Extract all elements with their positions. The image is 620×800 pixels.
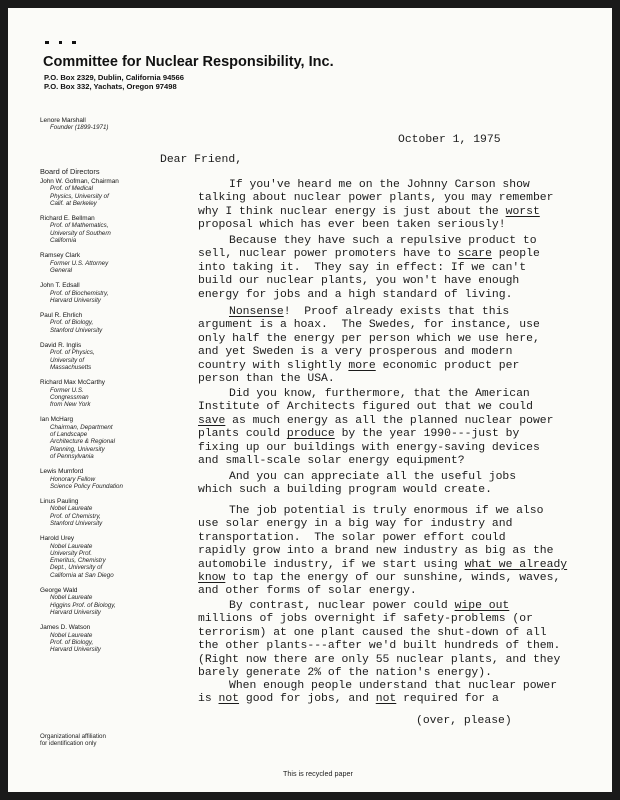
board-member-role: Nobel Laureate xyxy=(50,542,93,550)
board-member-name: Linus Pauling xyxy=(40,498,79,506)
paragraph-2: Because they have such a repulsive product to sell, nuclear power promoters have to scare people into taking it. They say in effect: If we can't build our nuclear plants, you won't have enough energy for jobs and a high standard of living. xyxy=(198,235,540,301)
board-member xyxy=(40,342,123,371)
board-member-role: Former U.S. xyxy=(50,386,84,394)
paragraph-1: If you've heard me on the Johnny Carson show talking about nuclear power plants, you may remember why I think nuclear energy is just about the worst proposal which has ever been taken seriously! xyxy=(198,179,554,232)
board-member-role: Nobel Laureate xyxy=(50,594,93,602)
board-member-name: Harold Urey xyxy=(40,535,75,543)
paragraph-6: The job potential is truly enormous if we also use solar energy in a big way for industry and transportation. The solar power effort could rapidly grow into a brand new industry as big as the automobile industry, if we start using what we already know to tap the energy of our sunshine, winds, waves, and other forms of solar energy. xyxy=(198,505,568,598)
board-member-role: Harvard University xyxy=(50,608,101,616)
org-address-2: P.O. Box 332, Yachats, Oregon 97498 xyxy=(44,82,177,91)
board-member xyxy=(40,215,123,244)
board-member-role: General xyxy=(50,266,73,274)
board-member-role: Emeritus, Chemistry xyxy=(50,557,106,565)
board-member xyxy=(40,416,123,460)
board-member xyxy=(40,468,123,490)
board-member-role: University of Southern xyxy=(50,229,111,237)
over-please: (over, please) xyxy=(416,715,512,727)
board-member-role: Architecture & Regional xyxy=(50,438,116,446)
board-member-role: Prof. of Biology, xyxy=(50,638,94,646)
board-member-role: of Landscape xyxy=(50,431,88,439)
org-name: Committee for Nuclear Responsibility, Inc. xyxy=(43,54,334,70)
board-member-role: Dept., University of xyxy=(50,564,103,572)
board-member-role: Prof. of Physics, xyxy=(50,349,95,357)
board-member-role: Prof. of Chemistry, xyxy=(50,512,101,520)
board-member-role: Chairman, Department xyxy=(50,423,113,431)
board-member-role: California xyxy=(50,237,77,245)
board-member-name: John W. Gofman, Chairman xyxy=(40,178,119,185)
board-member-role: Prof. of Biology, xyxy=(50,319,94,327)
board-list xyxy=(40,178,123,661)
letter-date: October 1, 1975 xyxy=(398,134,501,146)
board-member-role: University Prof. xyxy=(50,549,92,557)
board-member-name: Lewis Mumford xyxy=(40,468,84,476)
recycled-paper-note: This is recycled paper xyxy=(283,769,353,778)
board-member-role: Harvard University xyxy=(50,646,101,654)
board-member-role: Nobel Laureate xyxy=(50,631,93,639)
salutation: Dear Friend, xyxy=(160,154,243,166)
board-member xyxy=(40,252,123,274)
board-member xyxy=(40,498,123,527)
paragraph-8: When enough people understand that nuclear power is not good for jobs, and not required for a xyxy=(198,680,558,706)
board-member-role: of Pennsylvania xyxy=(50,452,94,460)
board-member-role: Higgins Prof. of Biology, xyxy=(50,601,116,609)
board-member-name: David R. Inglis xyxy=(40,342,82,350)
board-member-name: Richard Max McCarthy xyxy=(40,379,105,387)
board-title: Board of Directors xyxy=(40,167,100,176)
board-member-name: Paul R. Ehrlich xyxy=(40,312,83,320)
board-member-role: Science Policy Foundation xyxy=(50,482,123,490)
paragraph-7: By contrast, nuclear power could wipe out millions of jobs overnight if safety-problems (or terrorism) at one plant caused the shut-down of all the other plants---after we'd built hundreds of them. (Right now there are only 55 nuclear plants, and they barely generate 2% of the nation's energy). xyxy=(198,600,561,680)
board-member-role: Prof. of Biochemistry, xyxy=(50,289,109,297)
board-member xyxy=(40,282,123,304)
founder-name: Lenore Marshall xyxy=(40,117,86,124)
board-member-role: California at San Diego xyxy=(50,571,114,579)
paragraph-3: Nonsense! Proof already exists that this argument is a hoax. The Swedes, for instance, use only half the energy per person which we use here, and yet Sweden is a very prosperous and modern country with slightly more economic product per person than the USA. xyxy=(198,306,540,386)
board-member-role: Nobel Laureate xyxy=(50,505,93,513)
founder-role: Founder (1899-1971) xyxy=(50,124,109,132)
board-member-role: Honorary Fellow xyxy=(50,475,96,483)
board-member-name: George Wald xyxy=(40,587,78,595)
board-member xyxy=(40,535,123,579)
board-member-role: from New York xyxy=(50,401,91,409)
board-member-role: Physics, University of xyxy=(50,192,109,200)
board-member-role: Prof. of Mathematics, xyxy=(50,222,109,230)
board-member-role: Stanford University xyxy=(50,519,103,527)
board-member-role: Former U.S. Attorney xyxy=(50,259,109,267)
board-member-role: Massachusetts xyxy=(50,363,92,371)
board-member-role: Harvard University xyxy=(50,296,101,304)
board-member-role: University of xyxy=(50,356,85,364)
board-member-name: James D. Watson xyxy=(40,624,91,632)
board-member xyxy=(40,379,123,408)
paragraph-4: Did you know, furthermore, that the American Institute of Architects figured out that we could save as much energy as all the planned nuclear power plants could produce by the year 1990---just by fixing up our buildings with energy-saving devices and small-scale solar energy equipment? xyxy=(198,388,554,468)
ink-mark xyxy=(72,41,76,44)
board-member-name: Ramsey Clark xyxy=(40,252,81,260)
board-member-name: John T. Edsall xyxy=(40,282,80,290)
ink-mark xyxy=(45,41,49,44)
board-member-role: Congressman xyxy=(50,393,89,401)
affiliation-note: Organizational affiliation for identification only xyxy=(40,733,106,748)
board-member-role: Planning, University xyxy=(50,445,105,453)
ink-mark xyxy=(59,41,62,44)
board-member-role: Calif. at Berkeley xyxy=(50,199,97,207)
board-member xyxy=(40,587,123,616)
board-member xyxy=(40,624,123,653)
board-member xyxy=(40,178,123,207)
board-member-role: Stanford University xyxy=(50,326,103,334)
board-member-name: Ian McHarg xyxy=(40,416,74,424)
board-member xyxy=(40,312,123,334)
founder-block xyxy=(40,117,108,132)
org-address-1: P.O. Box 2329, Dublin, California 94566 xyxy=(44,73,184,82)
paragraph-5: And you can appreciate all the useful jobs which such a building program would create. xyxy=(198,471,517,497)
board-member-role: Prof. of Medical xyxy=(50,185,93,193)
board-member-name: Richard E. Bellman xyxy=(40,215,95,223)
